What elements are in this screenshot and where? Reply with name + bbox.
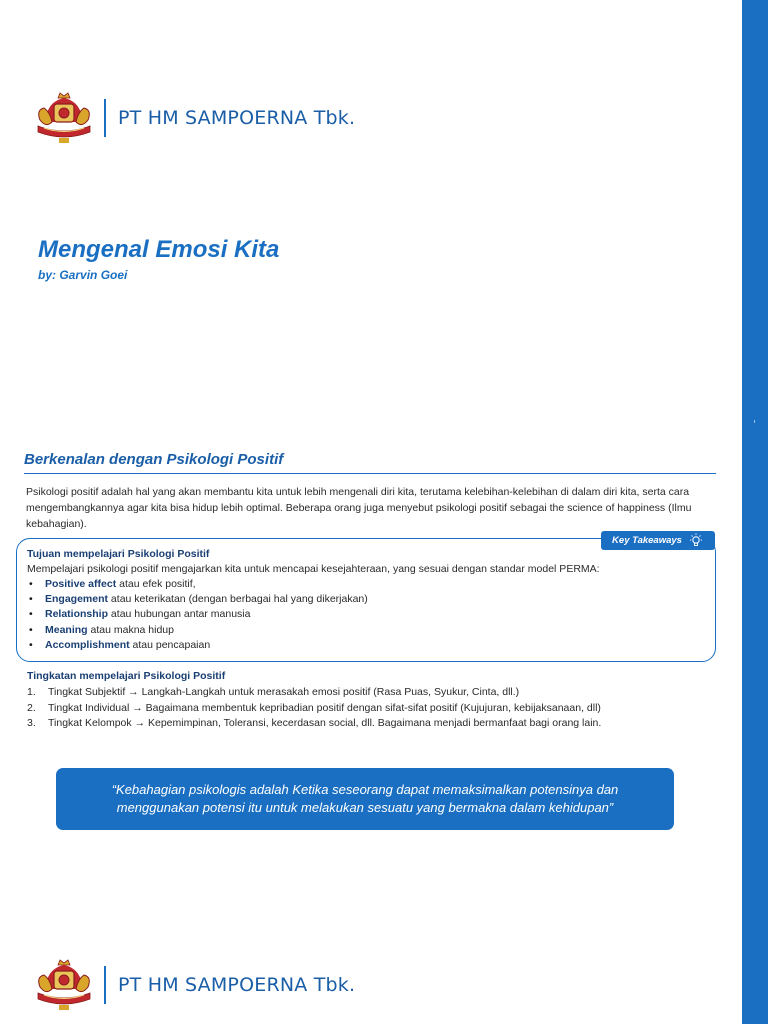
quote-text: “Kebahagian psikologis adalah Ketika seseorang dapat memaksimalkan potensinya dan menggunakan potensi itu untuk melakukan sesuatu yang bermakna dalam kehidupan” bbox=[111, 782, 619, 815]
list-item: • Meaning atau makna hidup bbox=[27, 623, 707, 638]
footer-logo bbox=[32, 955, 355, 1015]
list-item: 3. Tingkat Kelompok → Kepemimpinan, Toleransi, kecerdasan social, dll. Bagaimana menjadi bermanfaat bagi orang lain. bbox=[27, 717, 602, 729]
key-takeaways-label: Key Takeaways bbox=[612, 535, 682, 546]
list-item: 1. Tingkat Subjektif → Langkah-Langkah untuk merasakah emosi positif (Rasa Puas, Syukur, Cinta, dll.) bbox=[27, 686, 520, 698]
byline-prefix: by: bbox=[38, 268, 56, 282]
levels-list bbox=[27, 685, 717, 732]
document-title: Mengenal Emosi Kita bbox=[38, 236, 280, 263]
list-item: 2. Tingkat Individual → Bagaimana membentuk kepribadian positif dengan sifat-sifat positif (Kujujuran, kebijaksanaan, dll) bbox=[27, 701, 601, 714]
levels-section bbox=[27, 669, 717, 732]
takeaways-lead: Mempelajari psikologi positif mengajarkan kita untuk mencapai kesejahteraan, yang sesuai dengan standar model PERMA: bbox=[27, 563, 600, 575]
section-heading: Berkenalan dengan Psikologi Positif bbox=[24, 451, 716, 474]
right-accent-bar bbox=[742, 0, 768, 1024]
sampoerna-crest-logo bbox=[32, 955, 96, 1015]
logo-divider bbox=[104, 99, 106, 137]
byline bbox=[38, 268, 127, 282]
intro-paragraph: Psikologi positif adalah hal yang akan membantu kita untuk lebih mengenali diri kita, terutama kelebihan-kelebihan di dalam diri kita, serta cara mengembangkannya agar kita bisa hidup lebih optimal. Beberapa orang juga menyebut psikologi positif sebagai the science of happiness (Ilmu kebahagian). bbox=[26, 486, 692, 530]
quote-callout bbox=[56, 768, 674, 830]
list-item: • Accomplishment atau pencapaian bbox=[27, 638, 707, 653]
header-logo bbox=[32, 88, 355, 148]
key-takeaways-content bbox=[27, 547, 707, 653]
company-name: PT HM SAMPOERNA Tbk. bbox=[118, 107, 356, 129]
takeaways-heading: Tujuan mempelajari Psikologi Positif bbox=[27, 548, 210, 560]
list-item: • Positive affect atau efek positif, bbox=[27, 577, 707, 592]
logo-divider bbox=[104, 966, 106, 1004]
byline-author: Garvin Goei bbox=[59, 268, 128, 282]
list-item: • Relationship atau hubungan antar manusia bbox=[27, 607, 707, 622]
levels-heading: Tingkatan mempelajari Psikologi Positif bbox=[27, 670, 226, 682]
sampoerna-crest-logo bbox=[32, 88, 96, 148]
perma-list bbox=[27, 577, 707, 653]
company-name: PT HM SAMPOERNA Tbk. bbox=[118, 974, 356, 996]
list-item: • Engagement atau keterikatan (dengan berbagai hal yang dikerjakan) bbox=[27, 592, 707, 607]
